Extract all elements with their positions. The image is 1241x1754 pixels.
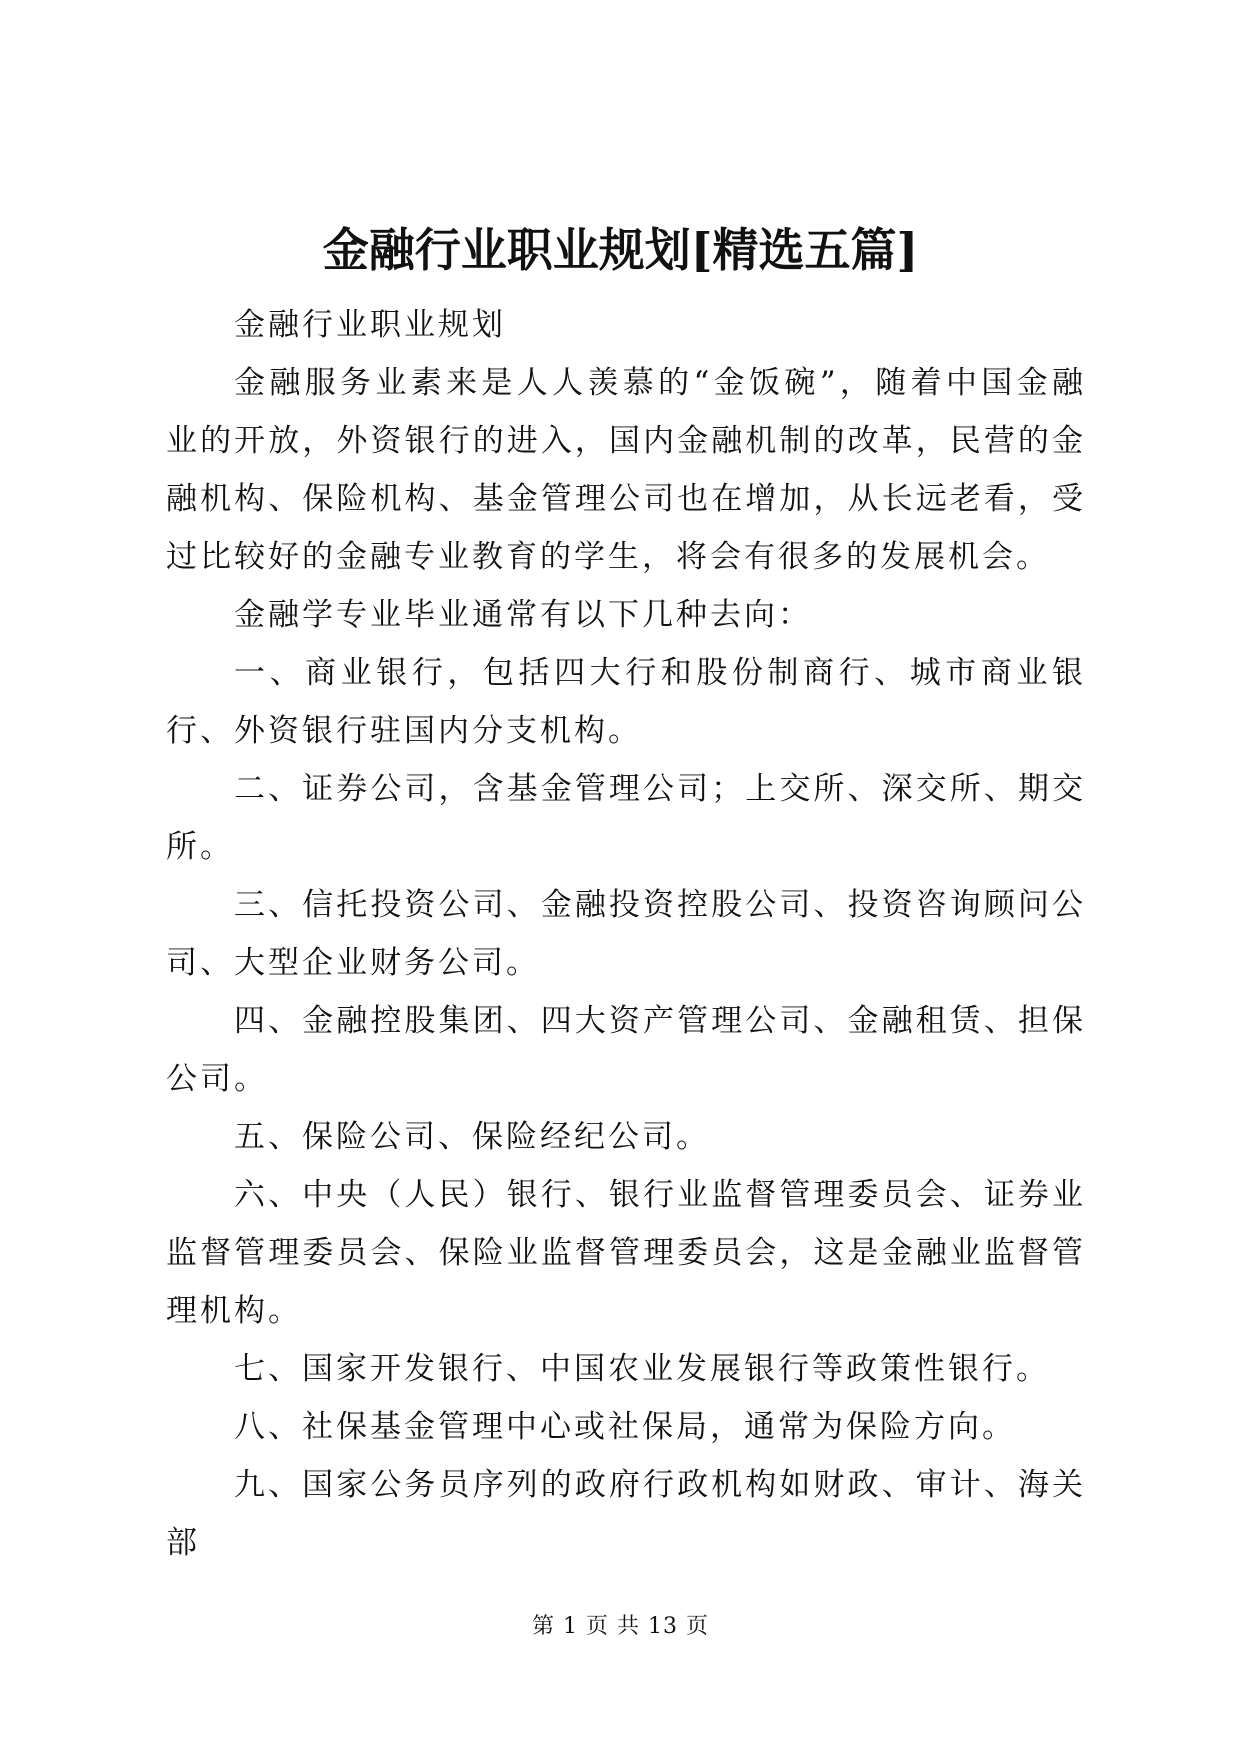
list-item: 八、社保基金管理中心或社保局，通常为保险方向。: [234, 1409, 1016, 1445]
document-body: [166, 296, 1086, 1572]
document-title: 金融行业职业规划[精选五篇]: [322, 223, 919, 277]
list-item: 一、商业银行，包括四大行和股份制商行、城市商业银行、外资银行驻国内分支机构。: [166, 655, 1086, 749]
paragraph-intro: 金融服务业素来是人人羡慕的“金饭碗”，随着中国金融业的开放，外资银行的进入，国内金融机制的改革，民营的金融机构、保险机构、基金管理公司也在增加，从长远老看，受过比较好的金融专业教育的学生，将会有很多的发展机会。: [166, 365, 1086, 575]
list-item: 六、中央（人民）银行、银行业监督管理委员会、证券业监督管理委员会、保险业监督管理委员会，这是金融业监督管理机构。: [166, 1177, 1086, 1329]
list-item: 七、国家开发银行、中国农业发展银行等政策性银行。: [234, 1351, 1050, 1387]
paragraph-subtitle: 金融行业职业规划: [234, 307, 506, 343]
list-item: 九、国家公务员序列的政府行政机构如财政、审计、海关部: [166, 1467, 1086, 1561]
paragraph-directions-lead: 金融学专业毕业通常有以下几种去向：: [234, 597, 812, 633]
list-item: 二、证券公司，含基金管理公司；上交所、深交所、期交所。: [166, 771, 1086, 865]
list-item: 三、信托投资公司、金融投资控股公司、投资咨询顾问公司、大型企业财务公司。: [166, 887, 1086, 981]
page-number-footer: 第 1 页 共 13 页: [532, 1614, 709, 1639]
list-item: 四、金融控股集团、四大资产管理公司、金融租赁、担保公司。: [166, 1003, 1086, 1097]
list-item: 五、保险公司、保险经纪公司。: [234, 1119, 710, 1155]
